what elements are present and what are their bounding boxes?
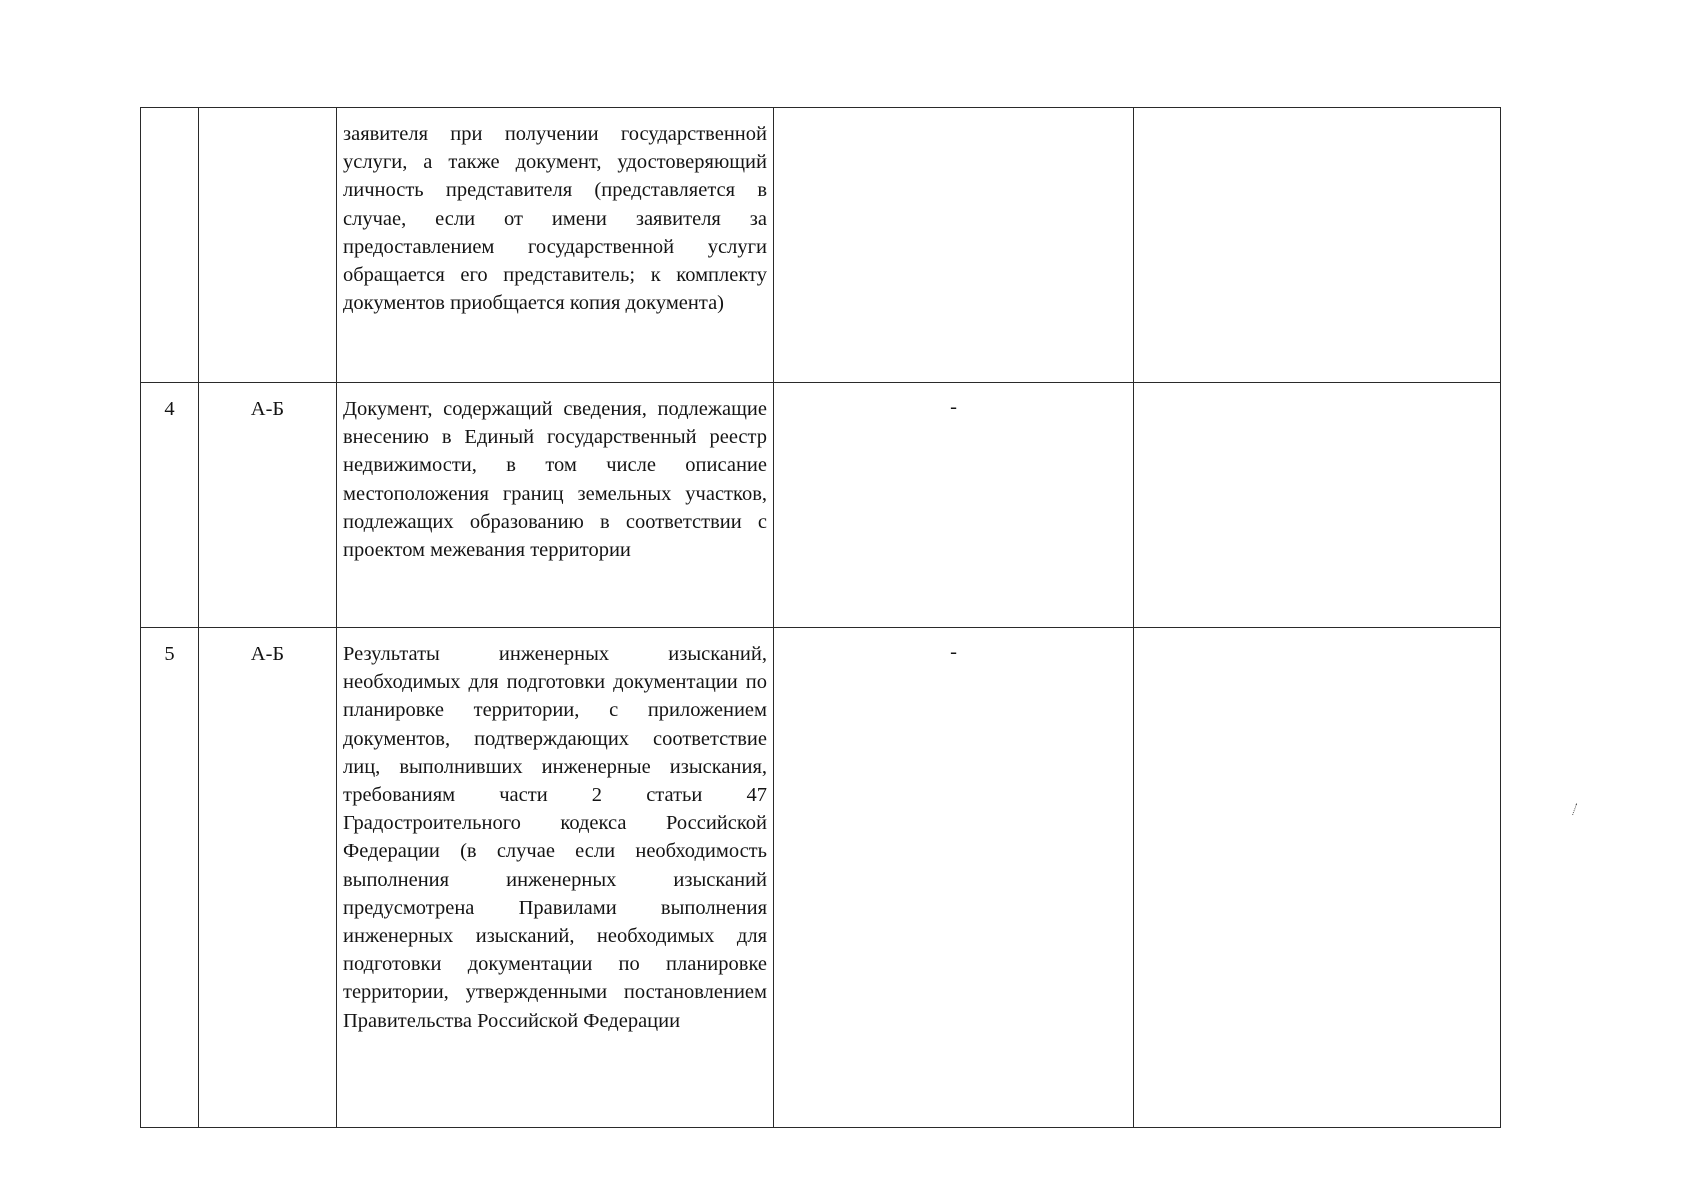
- row-description: Документ, содержащий сведения, подлежащие внесению в Единый государственный реестр недвижимости, в том числе описание местоположения границ земельных участков, подлежащих образованию в соответствии с проектом межевания территории: [343, 398, 767, 562]
- row-col-d-cell: [774, 108, 1134, 383]
- row-number-cell: [141, 108, 199, 383]
- row-type: А-Б: [250, 643, 285, 665]
- document-table: [140, 107, 1501, 1128]
- table-row: [141, 628, 1501, 1128]
- row-col-e-cell: [1134, 628, 1501, 1128]
- table-row: [141, 383, 1501, 628]
- row-col-e-cell: [1134, 108, 1501, 383]
- scan-speck: [1572, 804, 1581, 817]
- row-col-d: -: [950, 396, 957, 418]
- row-description-cell: [337, 628, 774, 1128]
- row-col-d: -: [950, 641, 957, 663]
- row-number: 4: [164, 398, 175, 420]
- row-type-cell: [199, 628, 337, 1128]
- row-type-cell: [199, 383, 337, 628]
- row-number-cell: [141, 628, 199, 1128]
- row-number: 5: [164, 643, 175, 665]
- row-col-d-cell: [774, 383, 1134, 628]
- row-col-e-cell: [1134, 383, 1501, 628]
- row-type-cell: [199, 108, 337, 383]
- row-col-d-cell: [774, 628, 1134, 1128]
- table-row: [141, 108, 1501, 383]
- row-number-cell: [141, 383, 199, 628]
- row-description-cell: [337, 108, 774, 383]
- row-description: заявителя при получении государственной услуги, а также документ, удостоверяющий личность представителя (представляется в случае, если от имени заявителя за предоставлением государственной услуги обращается его представитель; к комплекту документов приобщается копия документа): [343, 123, 767, 315]
- row-description-cell: [337, 383, 774, 628]
- row-type: А-Б: [250, 398, 285, 420]
- row-description: Результаты инженерных изысканий, необходимых для подготовки документации по планировке территории, с приложением документов, подтверждающих соответствие лиц, выполнивших инженерные изыскания, требованиям части 2 статьи 47 Градостроительного кодекса Российской Федерации (в случае если необходимость выполнения инженерных изысканий предусмотрена Правилами выполнения инженерных изысканий, необходимых для подготовки документации по планировке территории, утвержденными постановлением Правительства Российской Федерации: [343, 643, 767, 1032]
